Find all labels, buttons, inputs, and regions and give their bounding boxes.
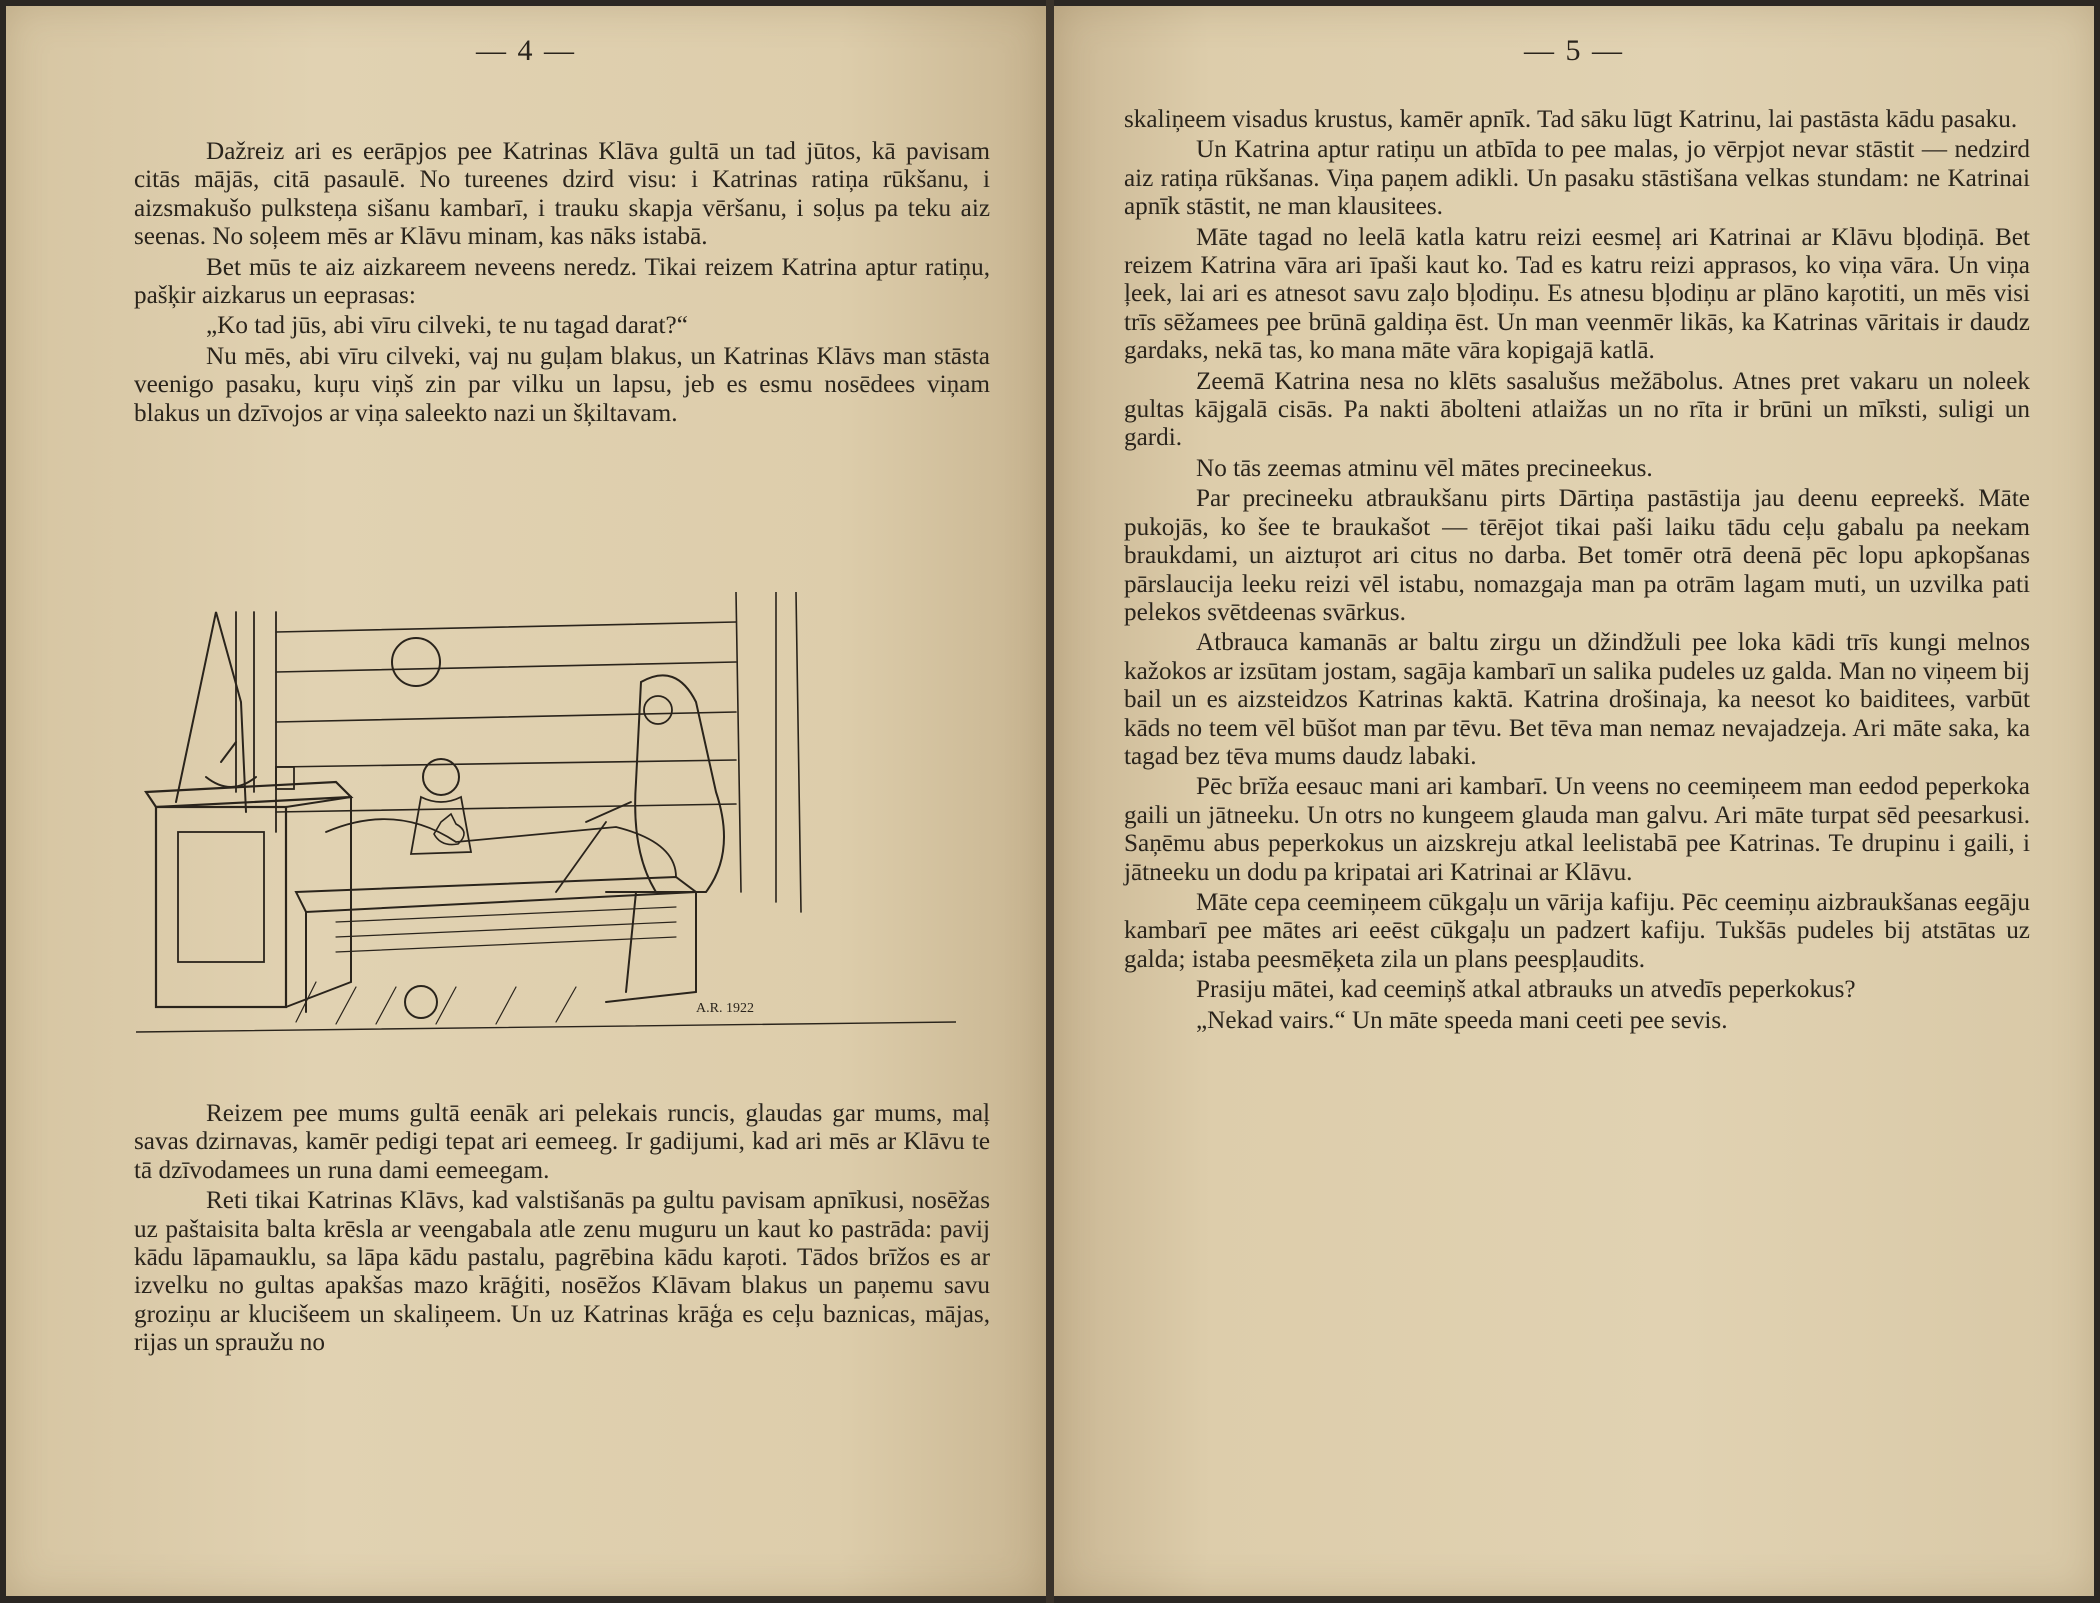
- left-page-text-bottom: [134, 1100, 990, 1360]
- paragraph: Prasiju mātei, kad ceemiņš atkal atbrauks un atvedīs peperkokus?: [1196, 976, 1856, 1004]
- paragraph: skaliņeem visadus krustus, kamēr apnīk. Tad sāku lūgt Katrinu, lai pastāsta kādu pasaku.: [1124, 106, 2018, 133]
- paragraph: Nu mēs, abi vīru cilveki, vaj nu guļam blakus, un Katrinas Klāvs man stāsta veenigo pasaku, kuŗu viņš zin par vilku un lapsu, jeb es esmu nosēdees viņam blakus un dzīvojos ar viņa saleekto nazi un šķiltavam.: [134, 342, 990, 427]
- paragraph: Dažreiz ari es eerāpjos pee Katrinas Klāva gultā un tad jūtos, kā pavisam citās mājās, citā pasaulē. No tureenes dzird visu: i Katrinas ratiņa rūkšanu, i aizsmakušo pulksteņa sišanu kambarī, i trauku skapja vēršanu, i soļus pa teku aiz seenas. No soļeem mēs ar Klāvu minam, kas nāks istabā.: [134, 138, 990, 251]
- paragraph: Un Katrina aptur ratiņu un atbīda to pee malas, jo vērpjot nevar stāstit — nedzird aiz ratiņa rūkšanas. Viņa paņem adikli. Un pasaku stāstišana velkas stundam: ne Katrinai apnīk stāstit, ne man klausitees.: [1124, 136, 2030, 221]
- illustration-room-scene: [136, 592, 956, 1052]
- paragraph: Māte tagad no leelā katla katru reizi eesmeļ ari Katrinai ar Klāvu bļodiņā. Bet reizem Katrina vāra ari īpaši kaut ko. Tad es katru reizi apprasos, ko viņa vāra. Un viņa ļeek, lai ari es atnesot savu zaļo bļodiņu. Es atnesu bļodiņu ar plāno kaŗotiti, un mēs visi trīs sēžamees pee brūnā galdiņa ēst. Un man veenmēr likās, ka Katrinas vāritais ir daudz gardaks, nekā tas, ko mana māte vāra kopigajā katlā.: [1124, 223, 2030, 365]
- room-sketch: [136, 592, 956, 1052]
- book-gutter: [1046, 0, 1054, 1603]
- right-page-text: [1124, 106, 2030, 1037]
- illustration-signature: A.R. 1922: [696, 1001, 754, 1016]
- left-page-number: — 4 —: [476, 34, 576, 67]
- paragraph: Pēc brīža eesauc mani ari kambarī. Un veens no ceemiņeem man eedod peperkoka gaili un jātneeku. Un otrs no kungeem glauda man galvu. Ari māte turpat sēd peesarkusi. Saņēmu abus peperkokus un aizskreju atkal leelistabā pee Katrinas. Te drupinu i gaili, i jātneeku un dodu pa kripatai ari Katrinai ar Klāvu.: [1124, 773, 2030, 886]
- paragraph: „Nekad vairs.“ Un māte speeda mani ceeti pee sevis.: [1196, 1006, 1728, 1034]
- paragraph: Atbrauca kamanās ar baltu zirgu un džindžuli pee loka kādi trīs kungi melnos kažokos ar izsūtam jostam, sagāja kambarī un salika pudeles uz galda. Man no viņeem bij bail un es aizsteidzos Katrinas kaktā. Katrina drošinaja, ka neesot ko baiditees, varbūt kāds no teem vēl būšot man par tēvu. Bet tēva man nemaz nevajadzeja. Ari māte saka, ka tagad bez tēva mums daudz labaki.: [1124, 629, 2030, 770]
- paragraph: „Ko tad jūs, abi vīru cilveki, te nu tagad darat?“: [206, 312, 688, 340]
- paragraph: Māte cepa ceemiņeem cūkgaļu un vārija kafiju. Pēc ceemiņu aizbraukšanas eegāju kambarī pee mātes ari eeēst cūkgaļu un padzert kafiju. Tukšās pudeles bij atstātas uz galda; istaba peesmēķeta zila un plans peespļaudits.: [1124, 888, 2030, 973]
- right-page: [1054, 6, 2094, 1596]
- paragraph: Par precineeku atbraukšanu pirts Dārtiņa pastāstija jau deenu eepreekš. Māte pukojās, ko šee te braukašot — tērējot tikai paši laiku tādu ceļu gabalu pa neekam braukdami, un aiztuŗot ari citus no darba. Bet tomēr otrā deenā pēc lopu apkopšanas pārslaucija leeku reizi vēl istabu, nomazgaja man pa otrām lagam muti, un uzvilka pati pelekos svētdeenas svārkus.: [1124, 485, 2030, 626]
- left-page: [6, 6, 1046, 1596]
- left-page-text-top: [134, 138, 990, 430]
- paragraph: Zeemā Katrina nesa no klēts sasalušus mežābolus. Atnes pret vakaru un noleek gultas kājgalā cisās. Pa nakti ābolteni atlaižas un no rīta ir brūni un mīksti, suligi un gardi.: [1124, 367, 2030, 452]
- paragraph: Reti tikai Katrinas Klāvs, kad valstišanās pa gultu pavisam apnīkusi, nosēžas uz paštaisita balta krēsla ar veengabala atle zenu muguru un kaut ko pastrāda: pavij kādu lāpamauklu, sa lāpa kādu pastalu, pagrēbina kādu kaŗoti. Tādos brīžos es ar izvelku no gultas apakšas mazo krāģiti, nosēžos Klāvam blakus un paņemu savu groziņu ar klucišeem un skaliņeem. Un uz Katrinas krāģa es ceļu baznicas, mājas, rijas un spraužu no: [134, 1187, 990, 1357]
- paragraph: Bet mūs te aiz aizkareem neveens neredz. Tikai reizem Katrina aptur ratiņu, pašķir aizkarus un eeprasas:: [134, 253, 990, 310]
- paragraph: No tās zeemas atminu vēl mātes precineekus.: [1196, 454, 1653, 482]
- right-page-number: — 5 —: [1524, 34, 1624, 67]
- paragraph: Reizem pee mums gultā eenāk ari pelekais runcis, glaudas gar mums, maļ savas dzirnavas, kamēr pedigi tepat ari eemeeg. Ir gadijumi, kad ari mēs ar Klāvu te tā dzīvodamees un runa dami eemeegam.: [134, 1100, 990, 1184]
